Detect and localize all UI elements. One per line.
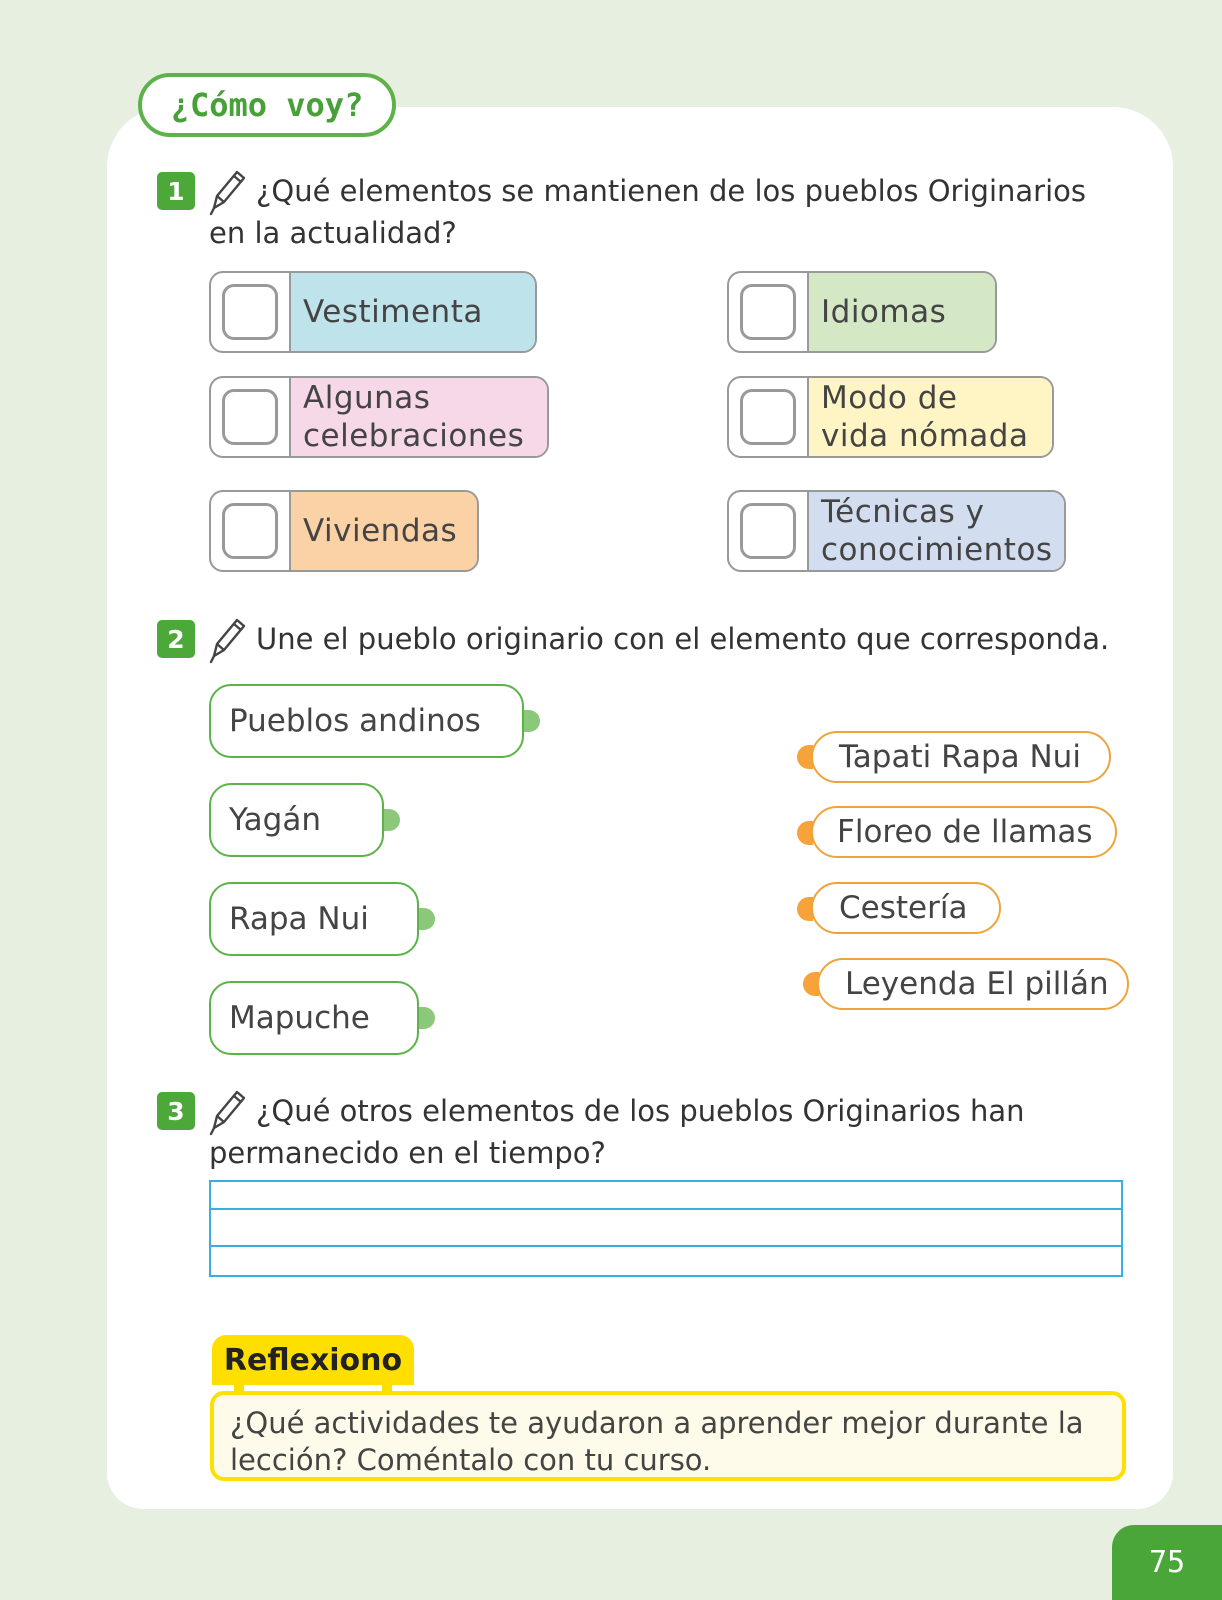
section-title: ¿Cómo voy? bbox=[138, 73, 396, 137]
pueblo-yagan[interactable]: Yagán bbox=[209, 783, 384, 857]
elemento-leyenda-el-pillan[interactable]: Leyenda El pillán bbox=[817, 958, 1129, 1010]
page-number: 75 bbox=[1112, 1525, 1222, 1600]
writing-line bbox=[211, 1245, 1121, 1247]
reflexiono-label: Reflexiono bbox=[212, 1335, 414, 1385]
reflexiono-box bbox=[210, 1391, 1126, 1481]
option-label: Vestimenta bbox=[291, 273, 535, 351]
question-3-text-line1: ¿Qué otros elementos de los pueblos Originarios han bbox=[256, 1094, 1025, 1128]
option-vestimenta[interactable] bbox=[209, 271, 537, 353]
question-2-text: Une el pueblo originario con el elemento que corresponda. bbox=[256, 622, 1110, 656]
elemento-floreo-de-llamas[interactable]: Floreo de llamas bbox=[811, 806, 1117, 858]
option-label: Viviendas bbox=[291, 492, 477, 570]
option-label: Modo de vida nómada bbox=[809, 378, 1052, 456]
question-1-text-line2: en la actualidad? bbox=[209, 216, 457, 250]
question-3-number: 3 bbox=[157, 1092, 195, 1130]
pencil-icon bbox=[206, 1086, 246, 1136]
pueblo-rapa-nui[interactable]: Rapa Nui bbox=[209, 882, 419, 956]
pueblo-mapuche[interactable]: Mapuche bbox=[209, 981, 419, 1055]
pencil-icon bbox=[206, 614, 246, 664]
checkbox[interactable] bbox=[222, 389, 278, 445]
option-label: Algunas celebraciones bbox=[291, 378, 547, 456]
option-idiomas[interactable] bbox=[727, 271, 997, 353]
option-tecnicas-y-conocimientos[interactable] bbox=[727, 490, 1066, 572]
checkbox[interactable] bbox=[222, 503, 278, 559]
pencil-icon bbox=[206, 166, 246, 216]
option-viviendas[interactable] bbox=[209, 490, 479, 572]
writing-line bbox=[211, 1208, 1121, 1210]
answer-writing-lines[interactable] bbox=[209, 1180, 1123, 1277]
option-modo-de-vida-nomada[interactable] bbox=[727, 376, 1054, 458]
option-label: Idiomas bbox=[809, 273, 995, 351]
question-1-text-line1: ¿Qué elementos se mantienen de los pueblos Originarios bbox=[256, 174, 1086, 208]
checkbox[interactable] bbox=[740, 503, 796, 559]
checkbox[interactable] bbox=[740, 284, 796, 340]
question-3-text-line2: permanecido en el tiempo? bbox=[209, 1136, 606, 1170]
question-2-number: 2 bbox=[157, 620, 195, 658]
checkbox[interactable] bbox=[740, 389, 796, 445]
option-algunas-celebraciones[interactable] bbox=[209, 376, 549, 458]
reflexiono-text-line1: ¿Qué actividades te ayudaron a aprender mejor durante la bbox=[230, 1406, 1084, 1440]
option-label: Técnicas y conocimientos bbox=[809, 492, 1064, 570]
question-1-number: 1 bbox=[157, 172, 195, 210]
elemento-cesteria[interactable]: Cestería bbox=[811, 882, 1001, 934]
checkbox[interactable] bbox=[222, 284, 278, 340]
elemento-tapati-rapa-nui[interactable]: Tapati Rapa Nui bbox=[811, 731, 1111, 783]
reflexiono-text-line2: lección? Coméntalo con tu curso. bbox=[230, 1443, 712, 1477]
pueblo-pueblos-andinos[interactable]: Pueblos andinos bbox=[209, 684, 524, 758]
